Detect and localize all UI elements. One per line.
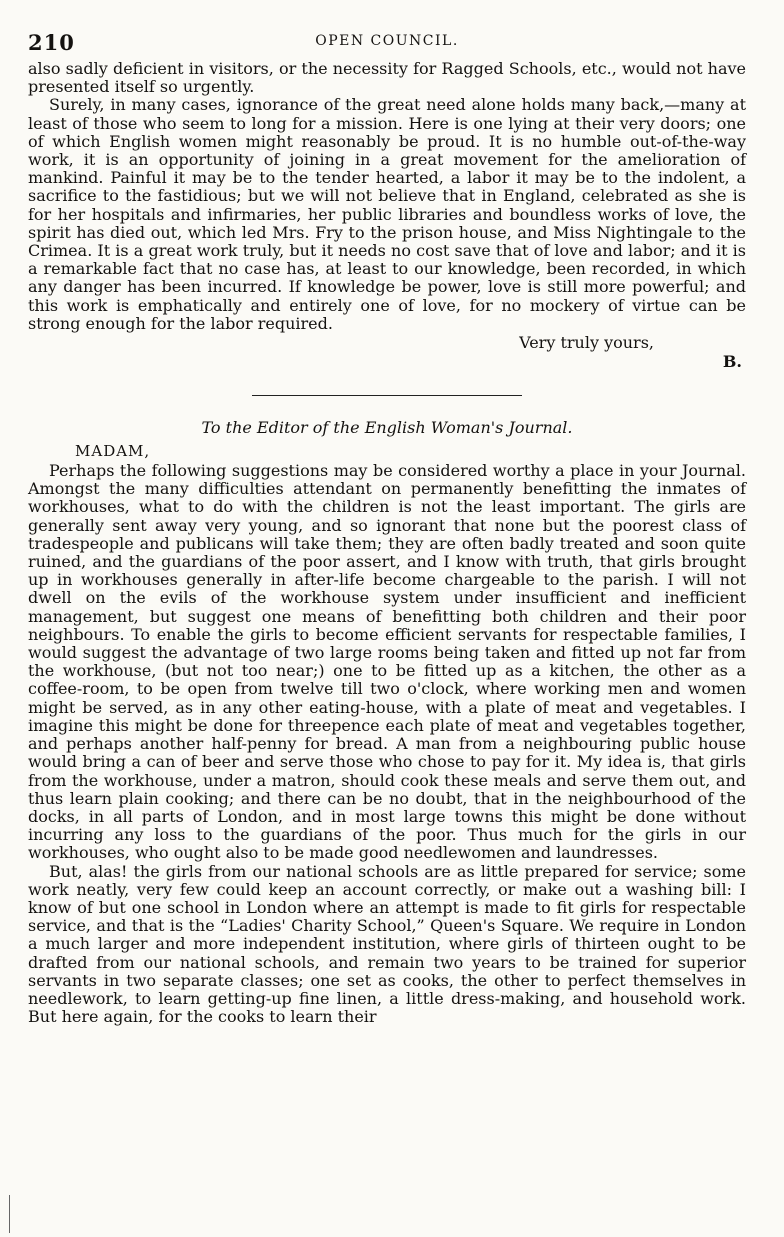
paragraph: Perhaps the following suggestions may be considered worthy a place in your Journal. Amongst the many difficulties attendant on permanently benefitting the inmates of workhouses, what to do with the children is not the least important. The girls are generally sent away very young, and so ignorant that none but the poorest class of tradespeople and publicans will take them; they are often badly treated and soon quite ruined, and the guardians of the poor assert, and I know with truth, that girls brought up in workhouses generally in after-life become chargeable to the parish. I will not dwell on the evils of the workhouse system under insufficient and inefficient management, but suggest one means of benefitting both children and their poor neighbours. To enable the girls to become efficient servants for respectable families, I would suggest the advantage of two large rooms being taken and fitted up not far from the workhouse, (but not too near;) one to be fitted up as a kitchen, the other as a coffee-room, to be open from twelve till two o'clock, where working men and women might be served, as in any other eating-house, with a plate of meat and vegetables. I imagine this might be done for threepence each plate of meat and vegetables together, and perhaps another half-penny for bread. A man from a neighbouring public house would bring a can of beer and serve those who chose to pay for it. My idea is, that girls from the workhouse, under a matron, should cook these meals and serve them out, and thus learn plain cooking; and there can be no doubt, that in the neighbourhood of the docks, in all parts of London, and in most large towns this might be done without incurring any loss to the guardians of the poor. Thus much for the girls in our workhouses, who ought also to be made good needlewomen and laundresses. [28,461,746,863]
closing: Very truly yours, [519,333,654,353]
letter-two-heading: To the Editor of the English Woman's Journal. [201,418,573,438]
signature: B. [722,352,742,372]
running-head: OPEN COUNCIL. [315,33,459,49]
page-header [28,0,746,60]
letter-two [28,462,746,1026]
letter-one-signoff [28,333,746,371]
section-divider [252,395,522,396]
paragraph: also sadly deficient in visitors, or the necessity for Ragged Schools, etc., would not have presented itself so urgently. [28,59,746,97]
paragraph: But, alas! the girls from our national schools are as little prepared for service; some work neatly, very few could keep an account correctly, or make out a washing bill: I know of but one school in London where an attempt is made to fit girls for respectable service, and that is the “Ladies' Charity School,” Queen's Square. We require in London a much larger and more independent institution, where girls of thirteen ought to be drafted from our national schools, and remain two years to be trained for superior servants in two separate classes; one set as cooks, the other to perfect themselves in needlework, to learn getting-up fine linen, a little dress-making, and household work. But here again, for the cooks to learn their [28,861,746,1027]
margin-line [9,1195,10,1233]
salutation: MADAM, [75,442,151,461]
paragraph: Surely, in many cases, ignorance of the great need alone holds many back,—many at least of those who seem to long for a mission. Here is one lying at their very doors; one of which English women might reasonably be proud. It is no humble out-of-the-way work, it is an opportunity of joining in a great movement for the amelioration of mankind. Painful it may be to the tender hearted, a labor it may be to the indolent, a sacrifice to the fastidious; but we will not believe that in England, celebrated as she is for her hospitals and infirmaries, her public libraries and boundless works of love, the spirit has died out, which led Mrs. Fry to the prison house, and Miss Nightingale to the Crimea. It is a great work truly, but it needs no cost save that of love and labor; and it is a remarkable fact that no case has, at least to our knowledge, been recorded, in which any danger has been incurred. If knowledge be power, love is still more powerful; and this work is emphatically and entirely one of love, for no mockery of virtue can be strong enough for the labor required. [28,95,746,333]
page-number: 210 [28,30,75,55]
letter-one [28,60,746,333]
